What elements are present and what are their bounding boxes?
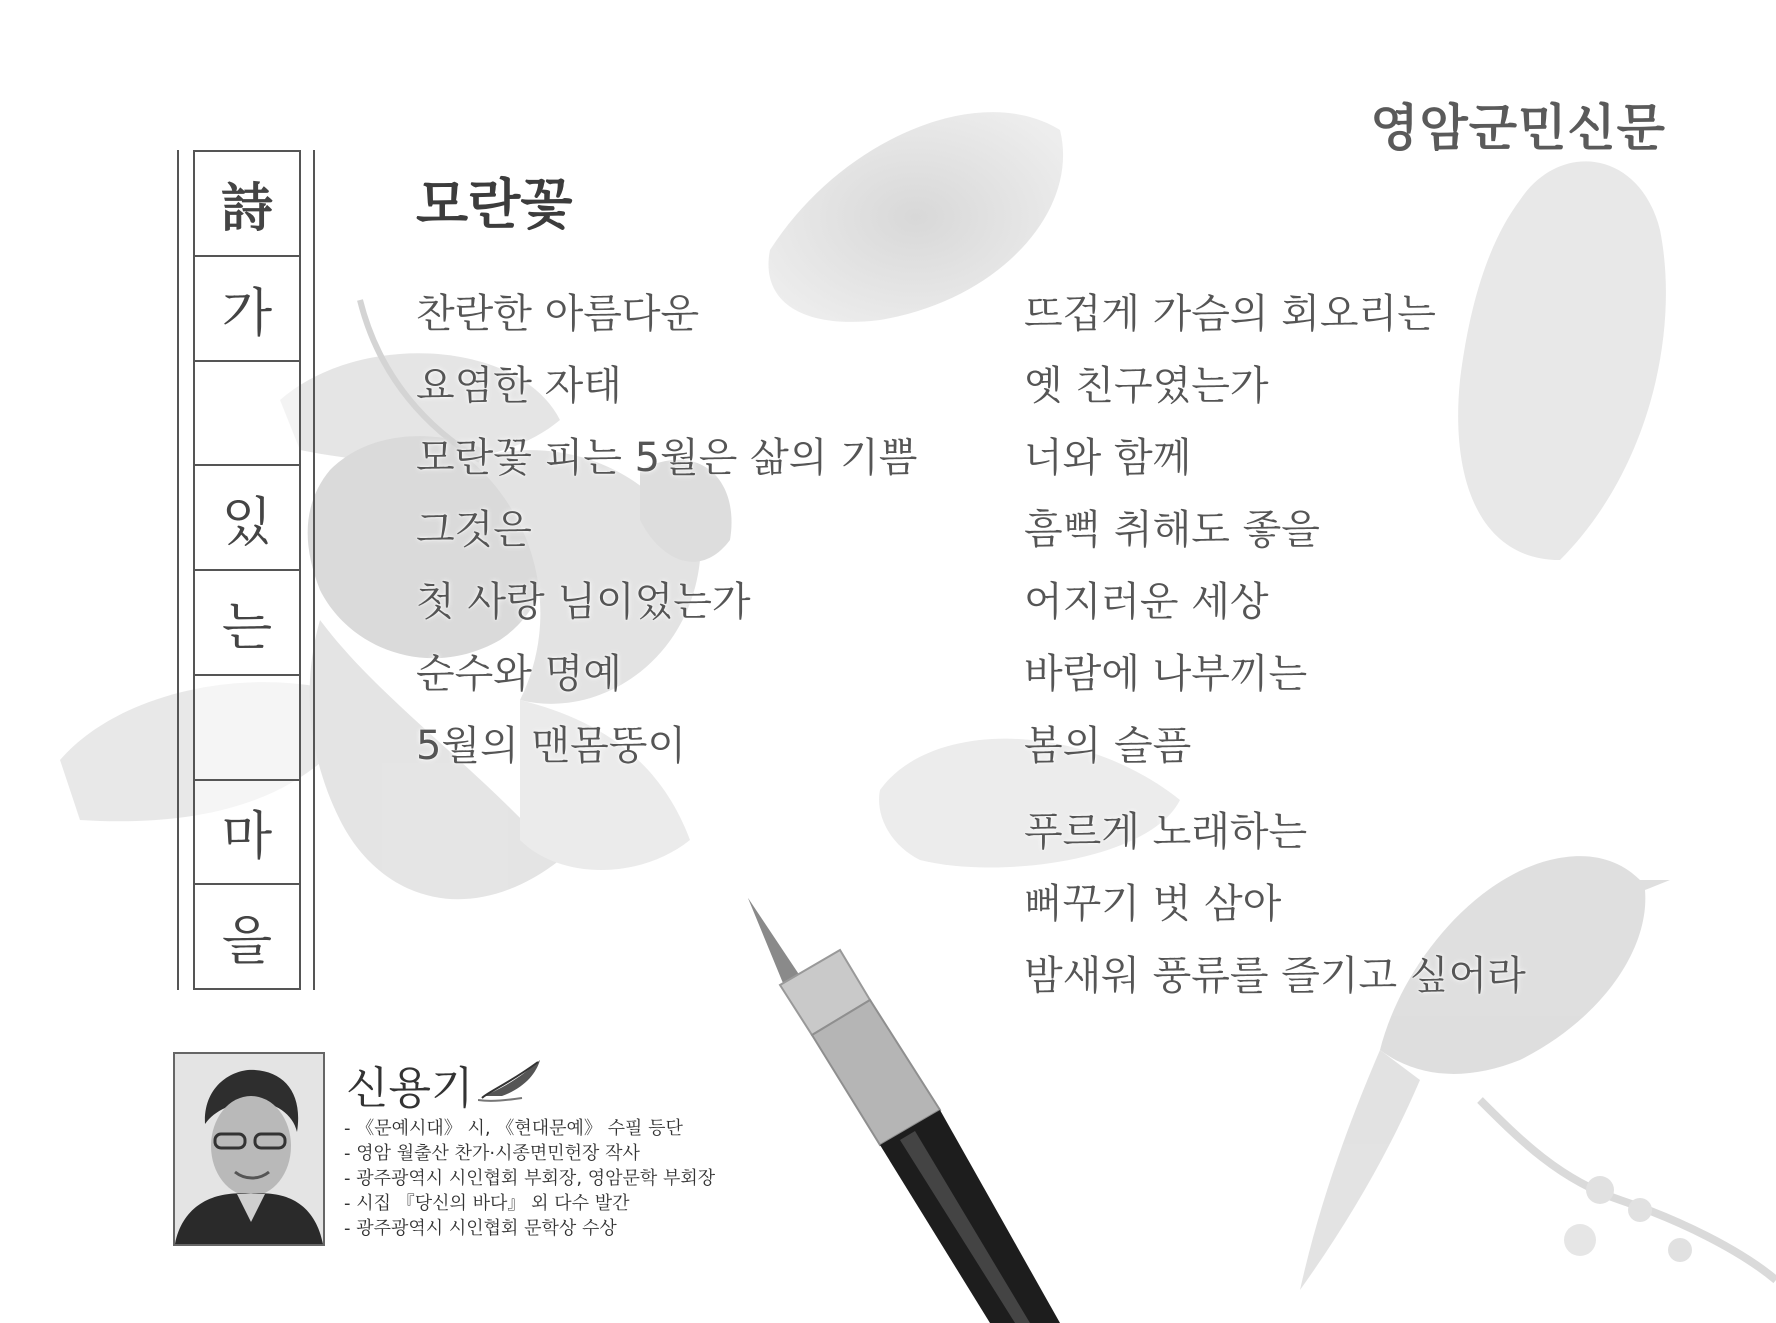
column-title-char: 있 [195,466,299,571]
column-title-char [195,676,299,781]
column-title-char [195,362,299,467]
author-bio [344,1116,715,1241]
poem-stanza-1 [416,278,917,782]
column-title-char: 마 [195,781,299,886]
poem-stanza-3 [1024,796,1526,1012]
poem-line: 밤새워 풍류를 즐기고 싶어라 [1024,953,1526,999]
poem-line: 바람에 나부끼는 [1024,651,1308,697]
poem-line: 찬란한 아름다운 [416,291,700,337]
poem-line: 모란꽃 피는 5월은 삶의 기쁨 [416,435,918,481]
author-photo [173,1052,325,1246]
poem-line: 푸르게 노래하는 [1024,809,1308,855]
poem-stanza-2 [1024,278,1436,782]
column-title-box [193,150,301,990]
column-title-char: 가 [195,257,299,362]
poem-line: 첫 사랑 님이었는가 [416,579,751,625]
poem-line: 5월의 맨몸뚱이 [416,723,687,769]
poem-line: 그것은 [416,507,532,553]
column-title-char: 을 [221,912,273,973]
bio-line: - 영암 월출산 찬가·시종면민헌장 작사 [344,1141,715,1166]
author-name: 신용기 [346,1063,474,1114]
title-frame-line-left [177,150,179,990]
column-title-char: 는 [195,571,299,676]
bio-line: - 광주광역시 시인협회 문학상 수상 [344,1216,715,1241]
poem-line: 요염한 자태 [416,363,622,409]
column-title-char: 詩 [195,152,299,257]
poem-line: 순수와 명예 [416,651,622,697]
publication-name: 영암군민신문 [1370,99,1666,157]
poem-line: 뻐꾸기 벗 삼아 [1024,881,1282,927]
poem-line: 흠뻑 취해도 좋을 [1024,507,1320,553]
poem-line: 봄의 슬픔 [1024,723,1192,769]
poem-line: 너와 함께 [1024,435,1192,481]
poem-line: 옛 친구였는가 [1024,363,1269,409]
poem-line: 뜨겁게 가슴의 회오리는 [1024,291,1436,337]
title-frame-line-right [313,150,315,990]
quill-icon [478,1056,546,1104]
bio-line: - 시집 『당신의 바다』 외 다수 발간 [344,1191,715,1216]
poem-line: 어지러운 세상 [1024,579,1269,625]
poem-title: 모란꽃 [416,173,573,236]
bio-line: - 광주광역시 시인협회 부회장, 영암문학 부회장 [344,1166,715,1191]
fountain-pen-illustration [748,898,1060,1323]
bio-line: - 《문예시대》 시, 《현대문예》 수필 등단 [344,1116,715,1141]
